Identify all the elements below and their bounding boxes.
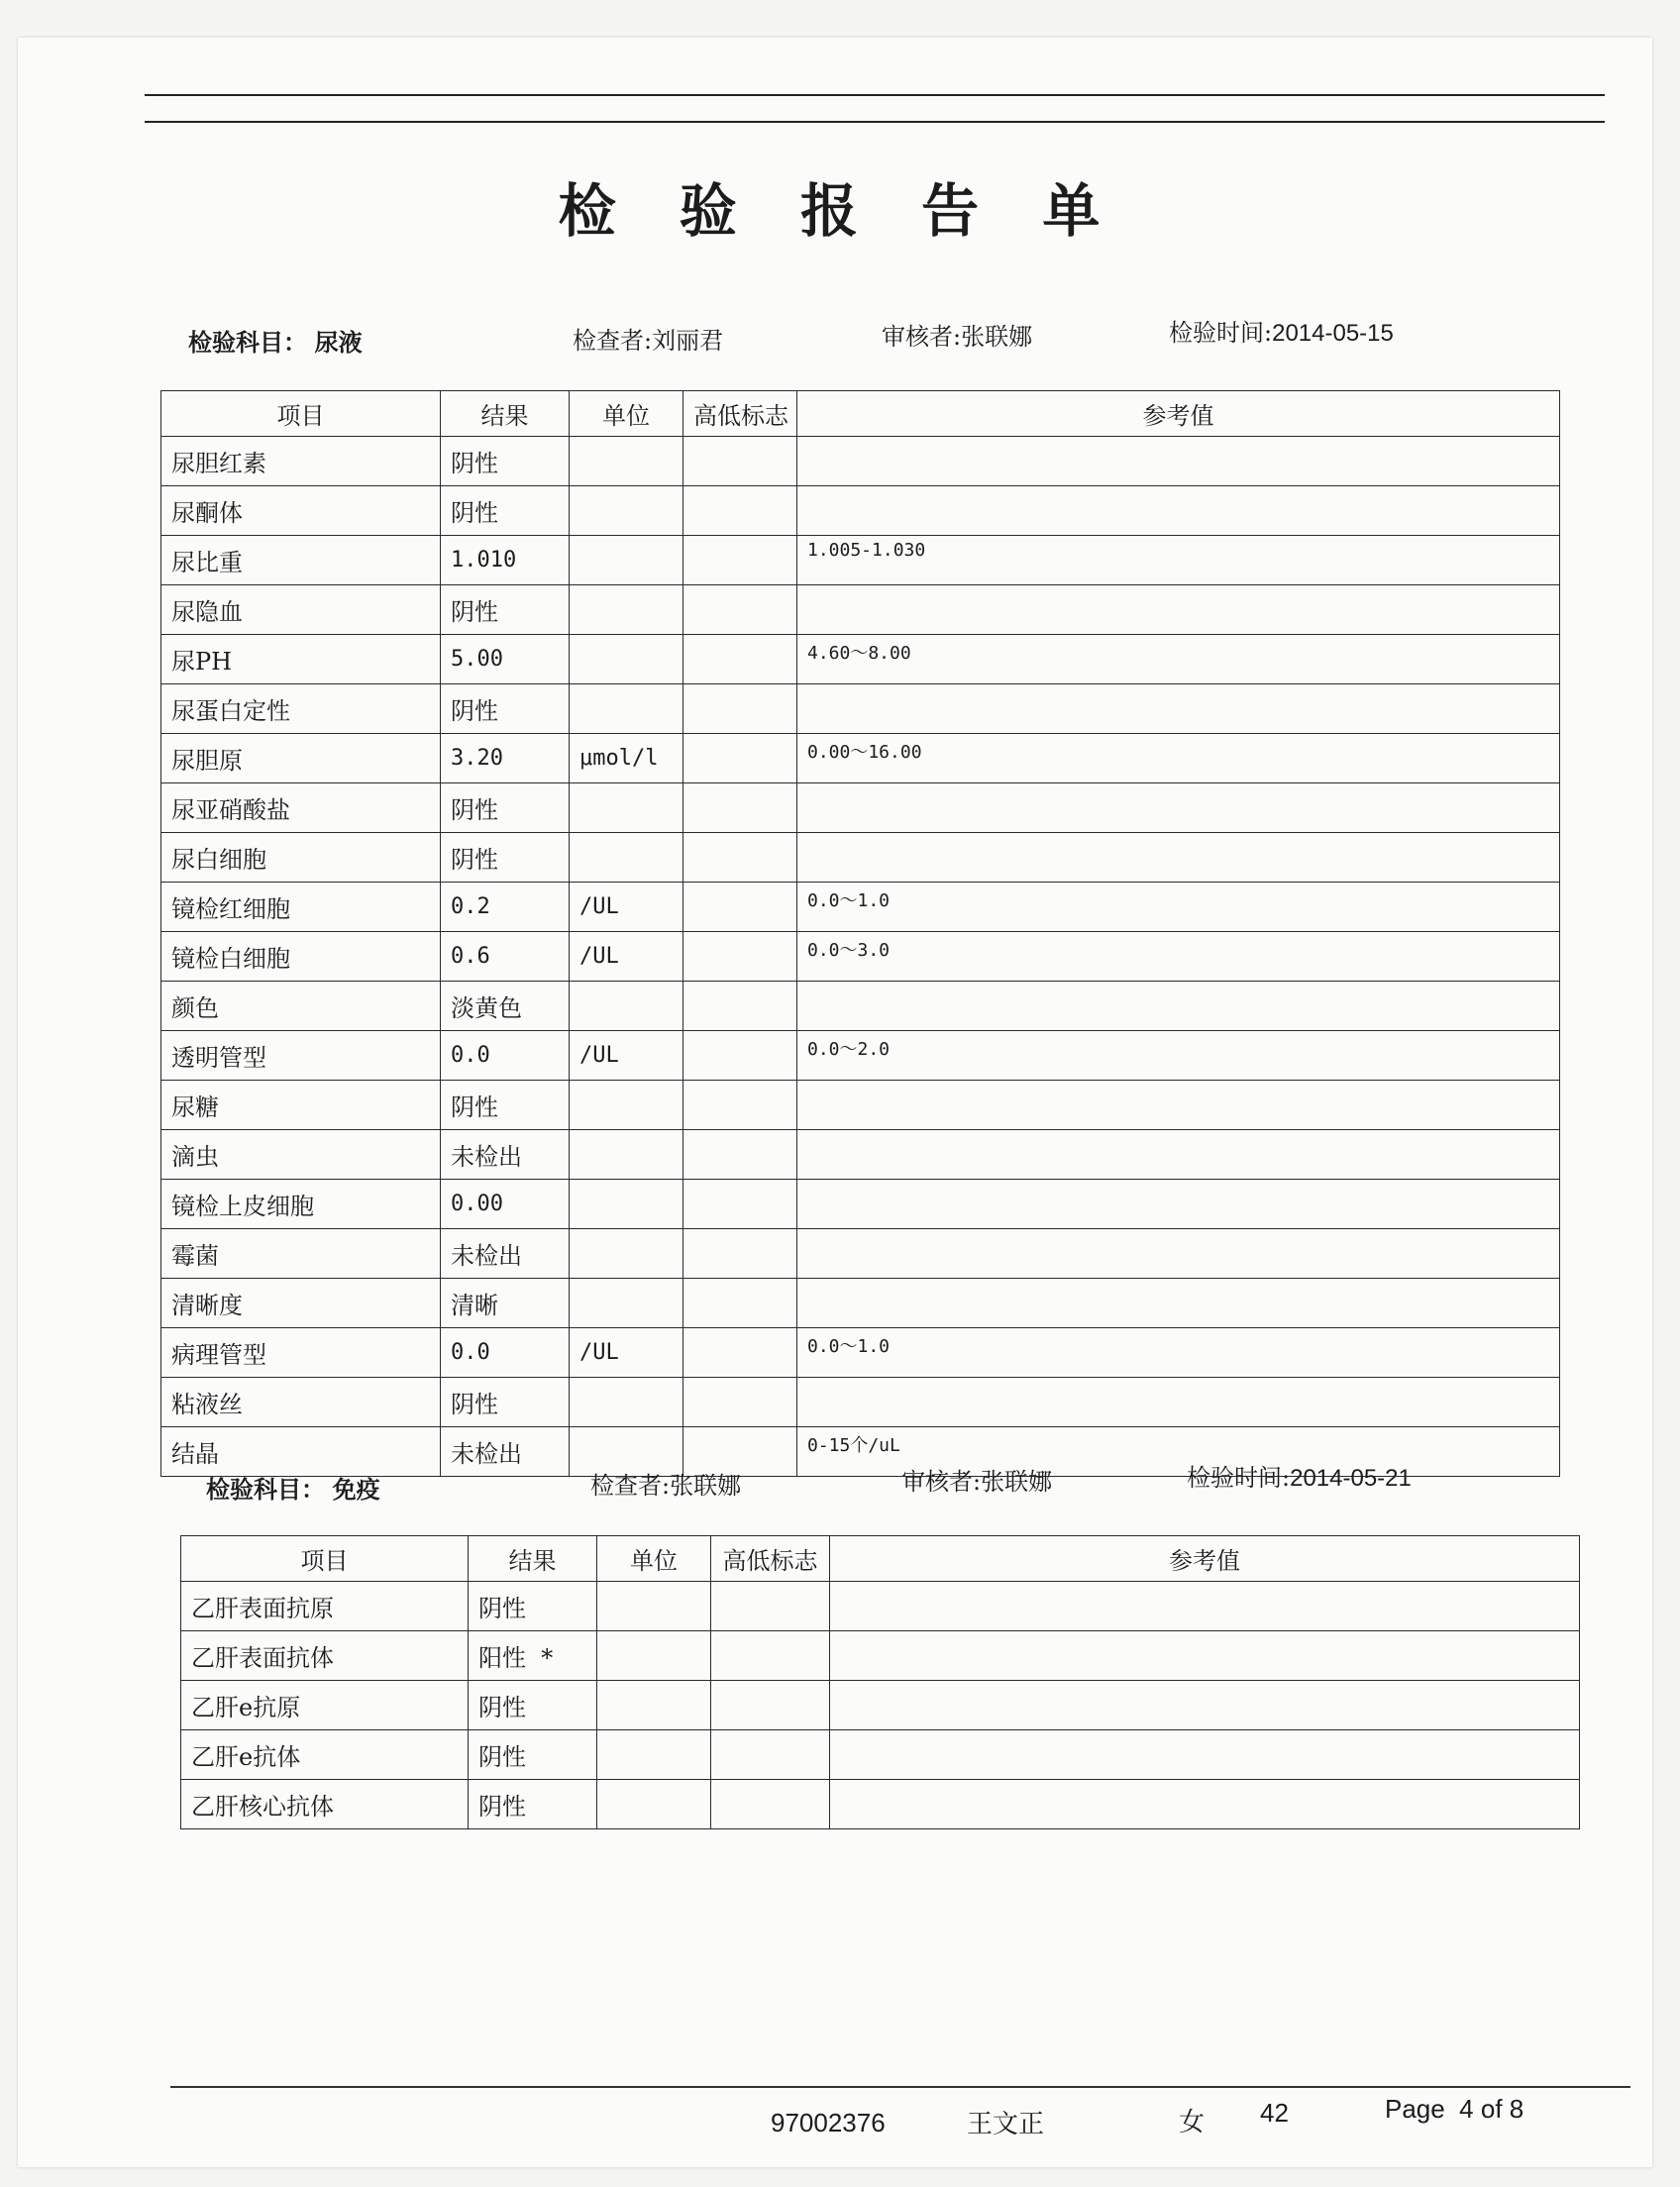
- col-reference-header: 参考值: [797, 391, 1560, 437]
- reference-range: [797, 1081, 1560, 1130]
- result-value: 阴性: [469, 1780, 597, 1829]
- item-name: 颜色: [161, 982, 441, 1031]
- result-value: 0.6: [441, 932, 570, 982]
- report-title: 检 验 报 告 单: [558, 177, 1122, 245]
- item-name: 透明管型: [161, 1031, 441, 1081]
- result-value: 3.20: [441, 734, 570, 783]
- reference-range: 0.0～3.0: [797, 932, 1560, 982]
- flag-value: [711, 1730, 830, 1780]
- flag-value: [683, 635, 797, 684]
- unit-value: [597, 1780, 711, 1829]
- unit-value: [570, 486, 683, 536]
- item-name: 尿比重: [161, 536, 441, 585]
- reference-range: 0-15个/uL: [797, 1427, 1560, 1477]
- result-value: 阳性 *: [469, 1631, 597, 1681]
- result-value: 0.0: [441, 1031, 570, 1081]
- table-row: [161, 585, 1560, 635]
- col-flag-header: 高低标志: [711, 1536, 830, 1582]
- unit-value: [570, 1229, 683, 1279]
- col-reference-header: 参考值: [830, 1536, 1580, 1582]
- unit-value: [570, 1081, 683, 1130]
- flag-value: [683, 437, 797, 486]
- reference-range: 0.0～1.0: [797, 1328, 1560, 1378]
- item-name: 镜检红细胞: [161, 883, 441, 932]
- unit-value: [570, 1130, 683, 1180]
- table-header-row: [161, 391, 1560, 437]
- table-row: [161, 684, 1560, 734]
- col-item-header: 项目: [161, 391, 441, 437]
- urine-results-table: [160, 390, 1560, 1477]
- item-name: 病理管型: [161, 1328, 441, 1378]
- col-result-header: 结果: [469, 1536, 597, 1582]
- table-row: [161, 1328, 1560, 1378]
- col-flag-header: 高低标志: [683, 391, 797, 437]
- unit-value: [570, 536, 683, 585]
- item-name: 尿PH: [161, 635, 441, 684]
- table-row: [161, 783, 1560, 833]
- unit-value: [570, 585, 683, 635]
- section2-reviewer: [901, 1462, 1052, 1497]
- reference-range: [797, 437, 1560, 486]
- col-unit-header: 单位: [570, 391, 683, 437]
- result-value: 阴性: [441, 783, 570, 833]
- reference-range: [830, 1681, 1580, 1730]
- flag-value: [683, 684, 797, 734]
- item-name: 滴虫: [161, 1130, 441, 1180]
- result-value: 淡黄色: [441, 982, 570, 1031]
- flag-value: [683, 783, 797, 833]
- header-rule: [145, 94, 1605, 96]
- item-name: 粘液丝: [161, 1378, 441, 1427]
- item-name: 尿亚硝酸盐: [161, 783, 441, 833]
- time-label: 检验时间:: [1187, 1464, 1291, 1492]
- time-label: 检验时间:: [1169, 319, 1273, 347]
- reference-range: [797, 1378, 1560, 1427]
- section1-reviewer: [882, 317, 1032, 352]
- section2-checker: [590, 1466, 741, 1501]
- result-value: 0.2: [441, 883, 570, 932]
- flag-value: [683, 883, 797, 932]
- result-value: 阴性: [441, 486, 570, 536]
- table-row: [161, 1130, 1560, 1180]
- reference-range: [797, 1180, 1560, 1229]
- table-row: [161, 734, 1560, 783]
- result-value: 阴性: [469, 1730, 597, 1780]
- result-value: 未检出: [441, 1130, 570, 1180]
- result-value: 阴性: [469, 1582, 597, 1631]
- table-row: [161, 635, 1560, 684]
- flag-value: [683, 536, 797, 585]
- reference-range: [797, 833, 1560, 883]
- unit-value: [570, 1279, 683, 1328]
- item-name: 乙肝核心抗体: [181, 1780, 469, 1829]
- table-row: [161, 1378, 1560, 1427]
- patient-name: 王文正: [967, 2110, 1045, 2139]
- reference-range: 4.60～8.00: [797, 635, 1560, 684]
- flag-value: [683, 486, 797, 536]
- item-name: 乙肝e抗体: [181, 1730, 469, 1780]
- result-value: 0.0: [441, 1328, 570, 1378]
- section1-subject: [188, 323, 363, 358]
- item-name: 尿酮体: [161, 486, 441, 536]
- reference-range: [830, 1582, 1580, 1631]
- result-value: 阴性: [441, 684, 570, 734]
- flag-value: [683, 1229, 797, 1279]
- flag-value: [683, 1081, 797, 1130]
- result-value: 未检出: [441, 1229, 570, 1279]
- col-unit-header: 单位: [597, 1536, 711, 1582]
- reference-range: [830, 1780, 1580, 1829]
- checker-label: 检查者:: [573, 327, 653, 355]
- result-value: 阴性: [441, 1378, 570, 1427]
- checker-value: 张联娜: [670, 1472, 742, 1500]
- subject-label: 检验科目：: [206, 1475, 325, 1504]
- flag-value: [711, 1631, 830, 1681]
- item-name: 乙肝表面抗体: [181, 1631, 469, 1681]
- result-value: 阴性: [441, 585, 570, 635]
- unit-value: [570, 833, 683, 883]
- unit-value: [570, 783, 683, 833]
- item-name: 霉菌: [161, 1229, 441, 1279]
- flag-value: [683, 1180, 797, 1229]
- item-name: 镜检白细胞: [161, 932, 441, 982]
- table-row: [161, 833, 1560, 883]
- unit-value: [597, 1730, 711, 1780]
- unit-value: /UL: [570, 1031, 683, 1081]
- item-name: 尿隐血: [161, 585, 441, 635]
- table-row: [181, 1681, 1580, 1730]
- reviewer-value: 张联娜: [981, 1468, 1053, 1496]
- patient-age: 42: [1260, 2098, 1289, 2128]
- item-name: 镜检上皮细胞: [161, 1180, 441, 1229]
- page-number: Page 4 of 8: [1385, 2094, 1524, 2124]
- unit-value: [570, 1378, 683, 1427]
- reference-range: 0.0～2.0: [797, 1031, 1560, 1081]
- result-value: 未检出: [441, 1427, 570, 1477]
- table-row: [161, 1180, 1560, 1229]
- flag-value: [683, 833, 797, 883]
- table-row: [181, 1730, 1580, 1780]
- col-result-header: 结果: [441, 391, 570, 437]
- subject-label: 检验科目：: [188, 328, 307, 357]
- reference-range: [797, 982, 1560, 1031]
- section2-time: [1187, 1458, 1412, 1493]
- header-rule: [145, 121, 1605, 123]
- table-row: [161, 1229, 1560, 1279]
- flag-value: [683, 734, 797, 783]
- table-row: [181, 1780, 1580, 1829]
- reference-range: [797, 1279, 1560, 1328]
- flag-value: [711, 1780, 830, 1829]
- unit-value: [570, 982, 683, 1031]
- flag-value: [683, 1378, 797, 1427]
- reference-range: 0.0～1.0: [797, 883, 1560, 932]
- reference-range: [830, 1730, 1580, 1780]
- unit-value: [570, 437, 683, 486]
- table-row: [161, 536, 1560, 585]
- item-name: 尿蛋白定性: [161, 684, 441, 734]
- unit-value: [570, 1180, 683, 1229]
- result-value: 0.00: [441, 1180, 570, 1229]
- reference-range: [797, 1229, 1560, 1279]
- reviewer-value: 张联娜: [961, 323, 1033, 351]
- item-name: 乙肝表面抗原: [181, 1582, 469, 1631]
- item-name: 结晶: [161, 1427, 441, 1477]
- unit-value: [597, 1631, 711, 1681]
- flag-value: [683, 585, 797, 635]
- patient-id: 97002376: [771, 2108, 886, 2137]
- footer-rule: [170, 2086, 1630, 2088]
- table-header-row: [181, 1536, 1580, 1582]
- table-row: [161, 1031, 1560, 1081]
- unit-value: [597, 1582, 711, 1631]
- flag-value: [683, 1328, 797, 1378]
- item-name: 尿糖: [161, 1081, 441, 1130]
- result-value: 阴性: [469, 1681, 597, 1730]
- checker-label: 检查者:: [590, 1472, 671, 1500]
- table-row: [161, 1081, 1560, 1130]
- unit-value: [570, 635, 683, 684]
- reference-range: [797, 684, 1560, 734]
- reference-range: [797, 783, 1560, 833]
- flag-value: [711, 1681, 830, 1730]
- reference-range: [797, 585, 1560, 635]
- unit-value: [597, 1681, 711, 1730]
- flag-value: [683, 1130, 797, 1180]
- flag-value: [711, 1582, 830, 1631]
- flag-value: [683, 932, 797, 982]
- item-name: 乙肝e抗原: [181, 1681, 469, 1730]
- table-row: [161, 932, 1560, 982]
- table-row: [161, 486, 1560, 536]
- reviewer-label: 审核者:: [882, 323, 962, 351]
- reference-range: [797, 1130, 1560, 1180]
- table-row: [161, 1279, 1560, 1328]
- item-name: 尿白细胞: [161, 833, 441, 883]
- section1-time: [1169, 313, 1394, 348]
- item-name: 尿胆原: [161, 734, 441, 783]
- patient-sex: 女: [1179, 2108, 1206, 2137]
- col-item-header: 项目: [181, 1536, 469, 1582]
- table-row: [161, 982, 1560, 1031]
- unit-value: μmol/l: [570, 734, 683, 783]
- section1-checker: [573, 321, 723, 356]
- flag-value: [683, 1279, 797, 1328]
- subject-value: 尿液: [314, 328, 363, 357]
- result-value: 1.010: [441, 536, 570, 585]
- table-row: [161, 883, 1560, 932]
- unit-value: [570, 684, 683, 734]
- reference-range: 1.005-1.030: [797, 536, 1560, 585]
- unit-value: /UL: [570, 1328, 683, 1378]
- reference-range: [797, 486, 1560, 536]
- time-value: 2014-05-21: [1290, 1465, 1412, 1492]
- result-value: 清晰: [441, 1279, 570, 1328]
- table-row: [161, 437, 1560, 486]
- result-value: 阴性: [441, 833, 570, 883]
- unit-value: /UL: [570, 883, 683, 932]
- result-value: 5.00: [441, 635, 570, 684]
- reviewer-label: 审核者:: [901, 1468, 982, 1496]
- result-value: 阴性: [441, 437, 570, 486]
- time-value: 2014-05-15: [1272, 320, 1394, 347]
- table-row: [181, 1582, 1580, 1631]
- result-value: 阴性: [441, 1081, 570, 1130]
- checker-value: 刘丽君: [652, 327, 724, 355]
- reference-range: 0.00～16.00: [797, 734, 1560, 783]
- item-name: 尿胆红素: [161, 437, 441, 486]
- flag-value: [683, 982, 797, 1031]
- item-name: 清晰度: [161, 1279, 441, 1328]
- reference-range: [830, 1631, 1580, 1681]
- immunology-results-table: [180, 1535, 1580, 1829]
- unit-value: /UL: [570, 932, 683, 982]
- table-row: [181, 1631, 1580, 1681]
- subject-value: 免疫: [332, 1475, 380, 1504]
- flag-value: [683, 1031, 797, 1081]
- section2-subject: [206, 1470, 380, 1505]
